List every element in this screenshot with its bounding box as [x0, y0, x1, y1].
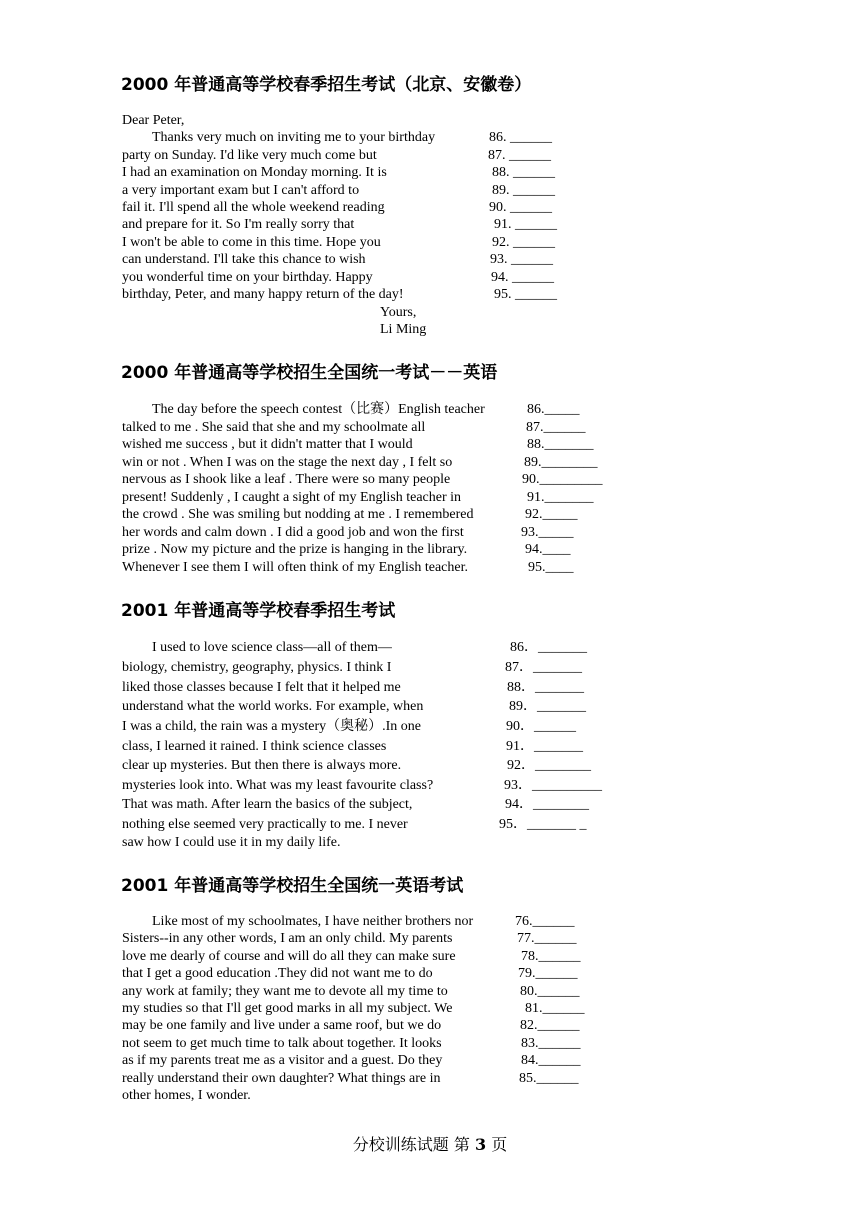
passage-line: nothing else seemed very practically to me. I never [122, 817, 408, 832]
answer-blank[interactable]: 92．________ [507, 758, 591, 773]
answer-blank[interactable]: 95．_______ _ [499, 817, 587, 832]
passage-line: my studies so that I'll get good marks in all my subject. We [122, 1001, 453, 1016]
answer-blank[interactable]: 92. ______ [492, 235, 555, 250]
passage-line: liked those classes because I felt that it helped me [122, 680, 401, 695]
answer-blank[interactable]: 90._________ [522, 472, 603, 487]
answer-blank[interactable]: 80.______ [520, 984, 580, 999]
answer-blank[interactable]: 90. ______ [489, 200, 552, 215]
letter-signature: Li Ming [380, 322, 427, 337]
passage-line: love me dearly of course and will do all they can make sure [122, 949, 456, 964]
passage-line: talked to me . She said that she and my schoolmate all [122, 420, 426, 435]
passage-line: may be one family and live under a same roof, but we do [122, 1018, 442, 1033]
passage-line: present! Suddenly , I caught a sight of my English teacher in [122, 490, 462, 505]
passage-line: other homes, I wonder. [122, 1088, 251, 1103]
passage-line: Whenever I see them I will often think of my English teacher. [122, 560, 469, 575]
passage-line: you wonderful time on your birthday. Happy [122, 270, 373, 285]
answer-blank[interactable]: 91．_______ [506, 739, 583, 754]
passage-line: prize . Now my picture and the prize is hanging in the library. [122, 542, 468, 557]
answer-blank[interactable]: 89.________ [524, 455, 598, 470]
section-title: 2001 年普通高等学校招生全国统一英语考试 [121, 876, 464, 896]
answer-blank[interactable]: 83.______ [521, 1036, 581, 1051]
answer-blank[interactable]: 86._____ [527, 402, 580, 417]
answer-blank[interactable]: 87. ______ [488, 148, 551, 163]
answer-blank[interactable]: 89. ______ [492, 183, 555, 198]
passage-line: saw how I could use it in my daily life. [122, 835, 341, 850]
answer-blank[interactable]: 85.______ [519, 1071, 579, 1086]
passage-line: as if my parents treat me as a visitor and a guest. Do they [122, 1053, 443, 1068]
passage-line: I used to love science class—all of them— [152, 640, 392, 655]
passage-line: That was math. After learn the basics of the subject, [122, 797, 413, 812]
passage-line: fail it. I'll spend all the whole weekend reading [122, 200, 385, 215]
answer-blank[interactable]: 82.______ [520, 1018, 580, 1033]
answer-blank[interactable]: 88. ______ [492, 165, 555, 180]
answer-blank[interactable]: 91. ______ [494, 217, 557, 232]
answer-blank[interactable]: 88．_______ [507, 680, 584, 695]
answer-blank[interactable]: 87.______ [526, 420, 586, 435]
answer-blank[interactable]: 79.______ [518, 966, 578, 981]
passage-line: Sisters--in any other words, I am an only child. My parents [122, 931, 453, 946]
answer-blank[interactable]: 95.____ [528, 560, 574, 575]
answer-blank[interactable]: 84.______ [521, 1053, 581, 1068]
answer-blank[interactable]: 77.______ [517, 931, 577, 946]
letter-closing: Yours, [380, 305, 417, 320]
answer-blank[interactable]: 94. ______ [491, 270, 554, 285]
answer-blank[interactable]: 93._____ [521, 525, 574, 540]
passage-line: and prepare for it. So I'm really sorry that [122, 217, 355, 232]
answer-blank[interactable]: 87．_______ [505, 660, 582, 675]
answer-blank[interactable]: 89．_______ [509, 699, 586, 714]
passage-line: her words and calm down . I did a good job and won the first [122, 525, 464, 540]
letter-greeting: Dear Peter, [122, 113, 185, 128]
section-title: 2001 年普通高等学校春季招生考试 [121, 601, 396, 621]
footer-suffix: 页 [486, 1135, 508, 1154]
section-title: 2000 年普通高等学校招生全国统一考试－－英语 [121, 363, 498, 383]
passage-line: understand what the world works. For example, when [122, 699, 424, 714]
passage-line: The day before the speech contest（比赛）English teacher [152, 402, 485, 417]
answer-blank[interactable]: 76.______ [515, 914, 575, 929]
passage-line: the crowd . She was smiling but nodding at me . I remembered [122, 507, 474, 522]
answer-blank[interactable]: 94．________ [505, 797, 589, 812]
answer-blank[interactable]: 94.____ [525, 542, 571, 557]
passage-line: win or not . When I was on the stage the next day , I felt so [122, 455, 453, 470]
passage-line: clear up mysteries. But then there is always more. [122, 758, 402, 773]
answer-blank[interactable]: 95. ______ [494, 287, 557, 302]
section-title: 2000 年普通高等学校春季招生考试（北京、安徽卷） [121, 75, 532, 95]
passage-line: Thanks very much on inviting me to your birthday [152, 130, 436, 145]
passage-line: I was a child, the rain was a mystery（奥秘）.In one [122, 719, 421, 734]
page-number: 3 [474, 1135, 487, 1154]
passage-line: I had an examination on Monday morning. It is [122, 165, 387, 180]
passage-line: mysteries look into. What was my least favourite class? [122, 778, 434, 793]
answer-blank[interactable]: 90．______ [506, 719, 576, 734]
passage-line: a very important exam but I can't afford to [122, 183, 360, 198]
passage-line: nervous as I shook like a leaf . There were so many people [122, 472, 451, 487]
passage-line: party on Sunday. I'd like very much come but [122, 148, 377, 163]
answer-blank[interactable]: 86．_______ [510, 640, 587, 655]
passage-line: birthday, Peter, and many happy return of the day! [122, 287, 404, 302]
answer-blank[interactable]: 92._____ [525, 507, 578, 522]
passage-line: that I get a good education .They did not want me to do [122, 966, 433, 981]
passage-line: class, I learned it rained. I think science classes [122, 739, 387, 754]
page-footer [0, 1132, 860, 1155]
answer-blank[interactable]: 86. ______ [489, 130, 552, 145]
passage-line: can understand. I'll take this chance to wish [122, 252, 366, 267]
answer-blank[interactable]: 93. ______ [490, 252, 553, 267]
answer-blank[interactable]: 91._______ [527, 490, 594, 505]
passage-line: I won't be able to come in this time. Hope you [122, 235, 381, 250]
passage-line: biology, chemistry, geography, physics. I think I [122, 660, 392, 675]
passage-line: any work at family; they want me to devote all my time to [122, 984, 448, 999]
passage-line: not seem to get much time to talk about together. It looks [122, 1036, 442, 1051]
passage-line: wished me success , but it didn't matter that I would [122, 437, 413, 452]
answer-blank[interactable]: 81.______ [525, 1001, 585, 1016]
answer-blank[interactable]: 78.______ [521, 949, 581, 964]
answer-blank[interactable]: 88._______ [527, 437, 594, 452]
passage-line: Like most of my schoolmates, I have neither brothers nor [152, 914, 474, 929]
passage-line: really understand their own daughter? What things are in [122, 1071, 441, 1086]
footer-prefix: 分校训练试题 第 [352, 1135, 475, 1154]
answer-blank[interactable]: 93．__________ [504, 778, 602, 793]
